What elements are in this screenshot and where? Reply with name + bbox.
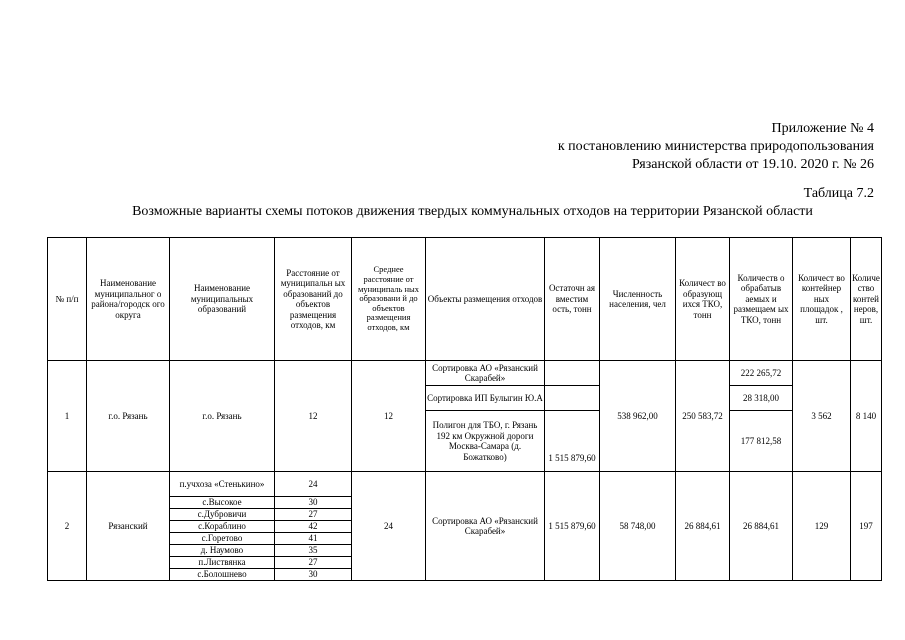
table-label: Таблица 7.2 [803,186,874,201]
row1-generated: 250 583,72 [676,361,730,472]
row2-settlement-5: с.Горетово [170,533,275,545]
decree-date-line: Рязанской области от 19.10. 2020 г. № 26 [632,157,874,172]
row1-avg-distance: 12 [352,361,426,472]
row2-settlement-4-dist: 42 [275,521,352,533]
row2-settlement-2-dist: 30 [275,497,352,509]
row1-capacity-empty-1 [545,361,600,386]
col-header-containers: Количе ство контей неров, шт. [851,238,882,361]
row1-num: 1 [48,361,87,472]
col-header-municipality: Наименование муниципальных образований [170,238,275,361]
row2-containers: 197 [851,472,882,581]
col-header-processed: Количеств о обрабатыв аемых и размещаем ых ТКО, тонн [730,238,793,361]
col-header-sites: Количест во контейнер ных площадок , шт. [793,238,851,361]
row1-processed-2: 28 318,00 [730,386,793,411]
row2-generated: 26 884,61 [676,472,730,581]
col-header-distance: Расстояние от муниципальн ых образований до объектов размещения отходов, км [275,238,352,361]
row1-distance: 12 [275,361,352,472]
row2-settlement-8: с.Болошнево [170,569,275,581]
row1-capacity-empty-2 [545,386,600,411]
waste-flow-table [47,237,882,581]
row2-settlement-1: п.учхоза «Стенькино» [170,472,275,497]
row2-capacity: 1 515 879,60 [545,472,600,581]
row1-object-1: Сортировка АО «Рязанский Скарабей» [426,361,545,386]
row2-settlement-7-dist: 27 [275,557,352,569]
row1-population: 538 962,00 [600,361,676,472]
row2-settlement-3: с.Дубровичи [170,509,275,521]
col-header-num: № п/п [48,238,87,361]
col-header-avg-distance: Среднее расстояние от муниципаль ных образовани й до объектов размещения отходов, км [352,238,426,361]
table-row [48,361,882,386]
row2-settlement-1-dist: 24 [275,472,352,497]
row2-population: 58 748,00 [600,472,676,581]
row1-district: г.о. Рязань [87,361,170,472]
row2-settlement-6-dist: 35 [275,545,352,557]
table-row [48,472,882,497]
decree-line: к постановлению министерства природопользования [557,139,874,154]
row2-district: Рязанский [87,472,170,581]
row1-municipality: г.о. Рязань [170,361,275,472]
row2-settlement-4: с.Кораблино [170,521,275,533]
row2-num: 2 [48,472,87,581]
row2-object: Сортировка АО «Рязанский Скарабей» [426,472,545,581]
row1-object-3: Полигон для ТБО, г. Рязань 192 км Окружной дороги Москва-Самара (д. Божатково) [426,411,545,472]
row2-sites: 129 [793,472,851,581]
row2-settlement-7: п.Листвянка [170,557,275,569]
row1-object-2: Сортировка ИП Булыгин Ю.А [426,386,545,411]
row2-settlement-6: д. Наумово [170,545,275,557]
header-row [48,238,882,361]
row2-processed: 26 884,61 [730,472,793,581]
col-header-district: Наименование муниципальног о района/городск ого округа [87,238,170,361]
row2-settlement-8-dist: 30 [275,569,352,581]
row2-avg-distance: 24 [352,472,426,581]
row1-sites: 3 562 [793,361,851,472]
row1-capacity: 1 515 879,60 [545,411,600,472]
col-header-objects: Объекты размещения отходов [426,238,545,361]
row1-processed-3: 177 812,58 [730,411,793,472]
row2-settlement-2: с.Высокое [170,497,275,509]
col-header-population: Численность населения, чел [600,238,676,361]
row2-settlement-5-dist: 41 [275,533,352,545]
row1-processed-1: 222 265,72 [730,361,793,386]
col-header-generated: Количест во образующ ихся ТКО, тонн [676,238,730,361]
appendix-line: Приложение № 4 [771,121,874,136]
row2-settlement-3-dist: 27 [275,509,352,521]
row1-containers: 8 140 [851,361,882,472]
table-title: Возможные варианты схемы потоков движения твердых коммунальных отходов на территории Рязанской области [132,204,813,219]
col-header-capacity: Остаточн ая вместим ость, тонн [545,238,600,361]
